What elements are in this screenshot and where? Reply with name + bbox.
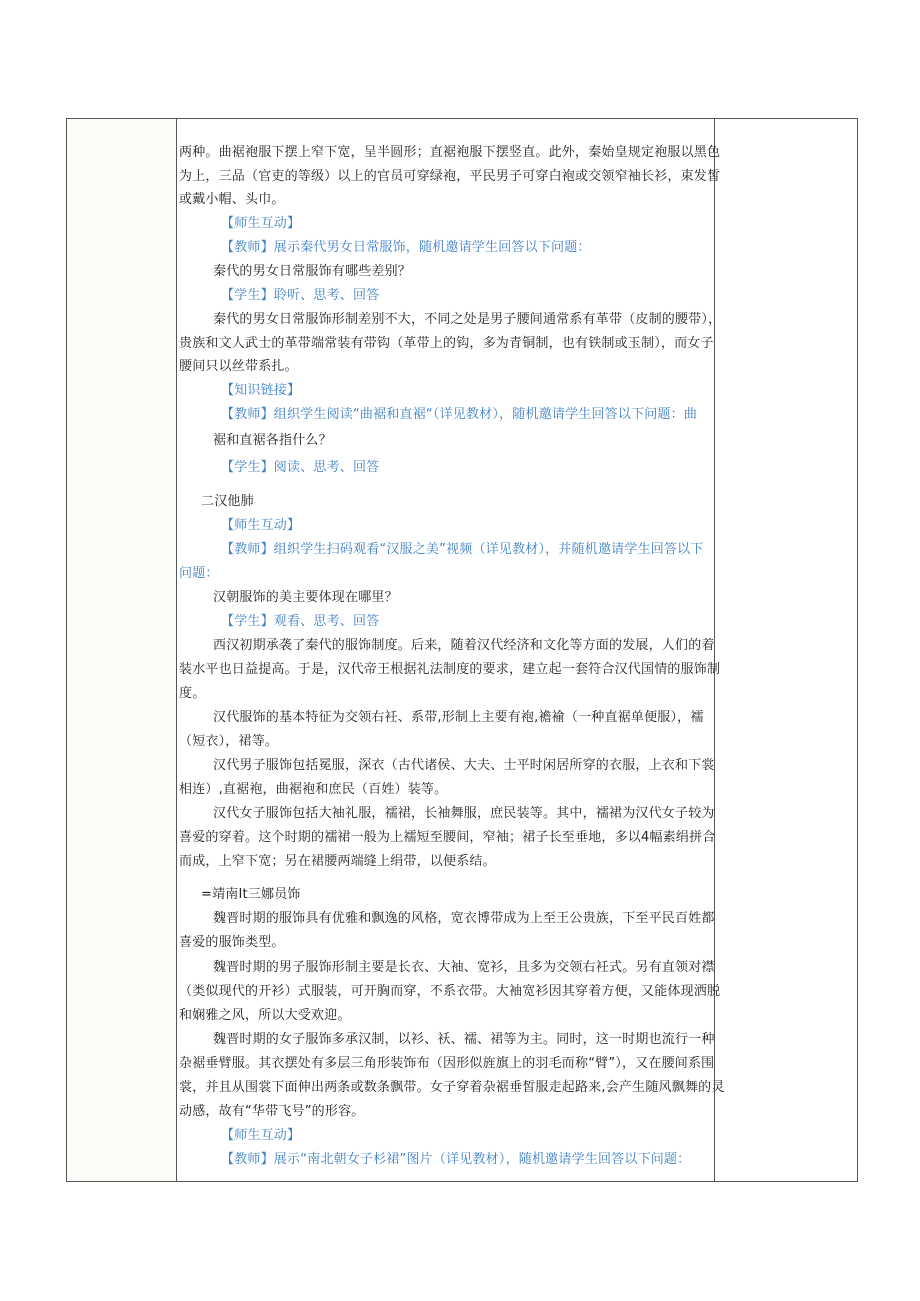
- table-right-column: [715, 119, 857, 1181]
- text-line: 汉朝服饰的美主要体现在哪里？: [213, 590, 398, 605]
- activity-line: 问题：: [179, 566, 219, 581]
- text-line: 杂裾垂臂服。其衣摆处有多层三角形装饰布（因形似旌旗上的羽毛而称“臂”），又在腰间系围: [179, 1056, 715, 1071]
- text-line: 为上，三品（官吏的等级）以上的官员可穿绿袍，平民男子可穿白袍或交领窄袖长衫，束发皙: [179, 169, 721, 184]
- text-line: 腰间只以丝带系扎。: [179, 359, 298, 374]
- text-line: 相连）,直裾袍，曲裾袍和庶民（百姓）装等。: [179, 782, 448, 797]
- text-line: 或戴小帽、头巾。: [179, 192, 285, 207]
- text-line: 二汉他肺: [201, 494, 254, 509]
- text-line: 动感，故有“华带飞号”的形容。: [179, 1104, 365, 1119]
- activity-line: 【学生】观看、思考、回答: [221, 614, 380, 629]
- activity-line: 【教师】展示“南北朝女子杉裙”图片（详见教材），随机邀请学生回答以下问题：: [221, 1152, 691, 1167]
- text-line: 秦代的男女日常服饰形制差别不大，不同之处是男子腰间通常系有革带（皮制的腰带），: [213, 312, 722, 327]
- table-content-column: [177, 119, 725, 1181]
- activity-line: 【师生互动】: [221, 1128, 301, 1143]
- activity-line: 【学生】阅读、思考、回答: [221, 460, 380, 475]
- text-line: （短衣），裙等。: [179, 734, 279, 749]
- text-line: 而成，上窄下宽；另在裙腰两端缝上绢带，以便系结。: [179, 854, 496, 869]
- text-line: 魏晋时期的服饰具有优雅和飘逸的风格，宽衣博带成为上至王公贵族，下至平民百姓都: [213, 911, 715, 926]
- activity-line: 【学生】聆听、思考、回答: [221, 288, 380, 303]
- text-line: =靖南It三娜员饰: [201, 887, 301, 902]
- text-line: 和娴雅之风，所以大受欢迎。: [179, 1008, 351, 1023]
- lesson-table: [66, 118, 858, 1182]
- table-left-column: [67, 119, 177, 1181]
- text-line: 秦代的男女日常服饰有哪些差别？: [213, 264, 412, 279]
- text-line: 魏晋时期的女子服饰多承汉制，以衫、袄、襦、裙等为主。同时，这一时期也流行一种: [213, 1032, 715, 1047]
- text-line: 装水平也日益提高。于是，汉代帝王根据礼法制度的要求，建立起一套符合汉代国情的服饰制: [179, 662, 721, 677]
- text-line: （类似现代的开衫）式服装，可开胸而穿，不系衣带。大袖宽衫因其穿着方便，又能体现洒脱: [179, 984, 721, 999]
- activity-line: 【教师】组织学生阅读“曲裾和直裾“（详见教材），随机邀请学生回答以下问题：曲: [221, 407, 698, 422]
- text-line: 魏晋时期的男子服饰形制主要是长衣、大袖、宽衫，且多为交领右衽式。另有直领对襟: [213, 960, 715, 975]
- activity-line: 【教师】组织学生扫码观看“汉服之美”视频（详见教材），并随机邀请学生回答以下: [221, 542, 704, 557]
- text-line: 西汉初期承袭了秦代的服饰制度。后来，随着汉代经济和文化等方面的发展，人们的着: [213, 638, 715, 653]
- text-line: 裾和直裾各指什么？: [213, 433, 332, 448]
- text-line: 喜爱的穿着。这个时期的襦裙一般为上襦短至腰间，窄袖；裙子长至垂地，多以4幅素绢拼合: [179, 830, 716, 845]
- text-line: 汉代女子服饰包括大袖礼服，襦裙，长袖舞服，庶民装等。其中，襦裙为汉代女子较为: [213, 806, 715, 821]
- text-line: 汉代服饰的基本特征为交领右衽、系带,形制上主要有袍,襜褕（一种直裾单便服），襦: [213, 710, 704, 725]
- text-line: 喜爱的服饰类型。: [179, 935, 285, 950]
- activity-line: 【教师】展示秦代男女日常服饰，随机邀请学生回答以下问题：: [221, 240, 591, 255]
- text-line: 裳，并且从围裳下面伸出两条或数条飘带。女子穿着杂裾垂皙服走起路来,会产生随风飘舞的灵: [179, 1080, 725, 1095]
- text-line: 两种。曲裾袍服下摆上窄下宽，呈半圆形；直裾袍服下摆竖直。此外，秦始皇规定袍服以黑色: [179, 145, 721, 160]
- activity-line: 【知识链接】: [221, 383, 301, 398]
- activity-line: 【师生互动】: [221, 518, 301, 533]
- text-line: 度。: [179, 686, 206, 701]
- activity-line: 【师生互动】: [221, 216, 301, 231]
- text-line: 贵族和文人武士的革带端常装有带钩（革带上的钩，多为青铜制，也有铁制或玉制），而女子: [179, 336, 714, 351]
- text-line: 汉代男子服饰包括冕服，深衣（古代诸侯、大夫、士平时闲居所穿的衣服，上衣和下裳: [213, 758, 715, 773]
